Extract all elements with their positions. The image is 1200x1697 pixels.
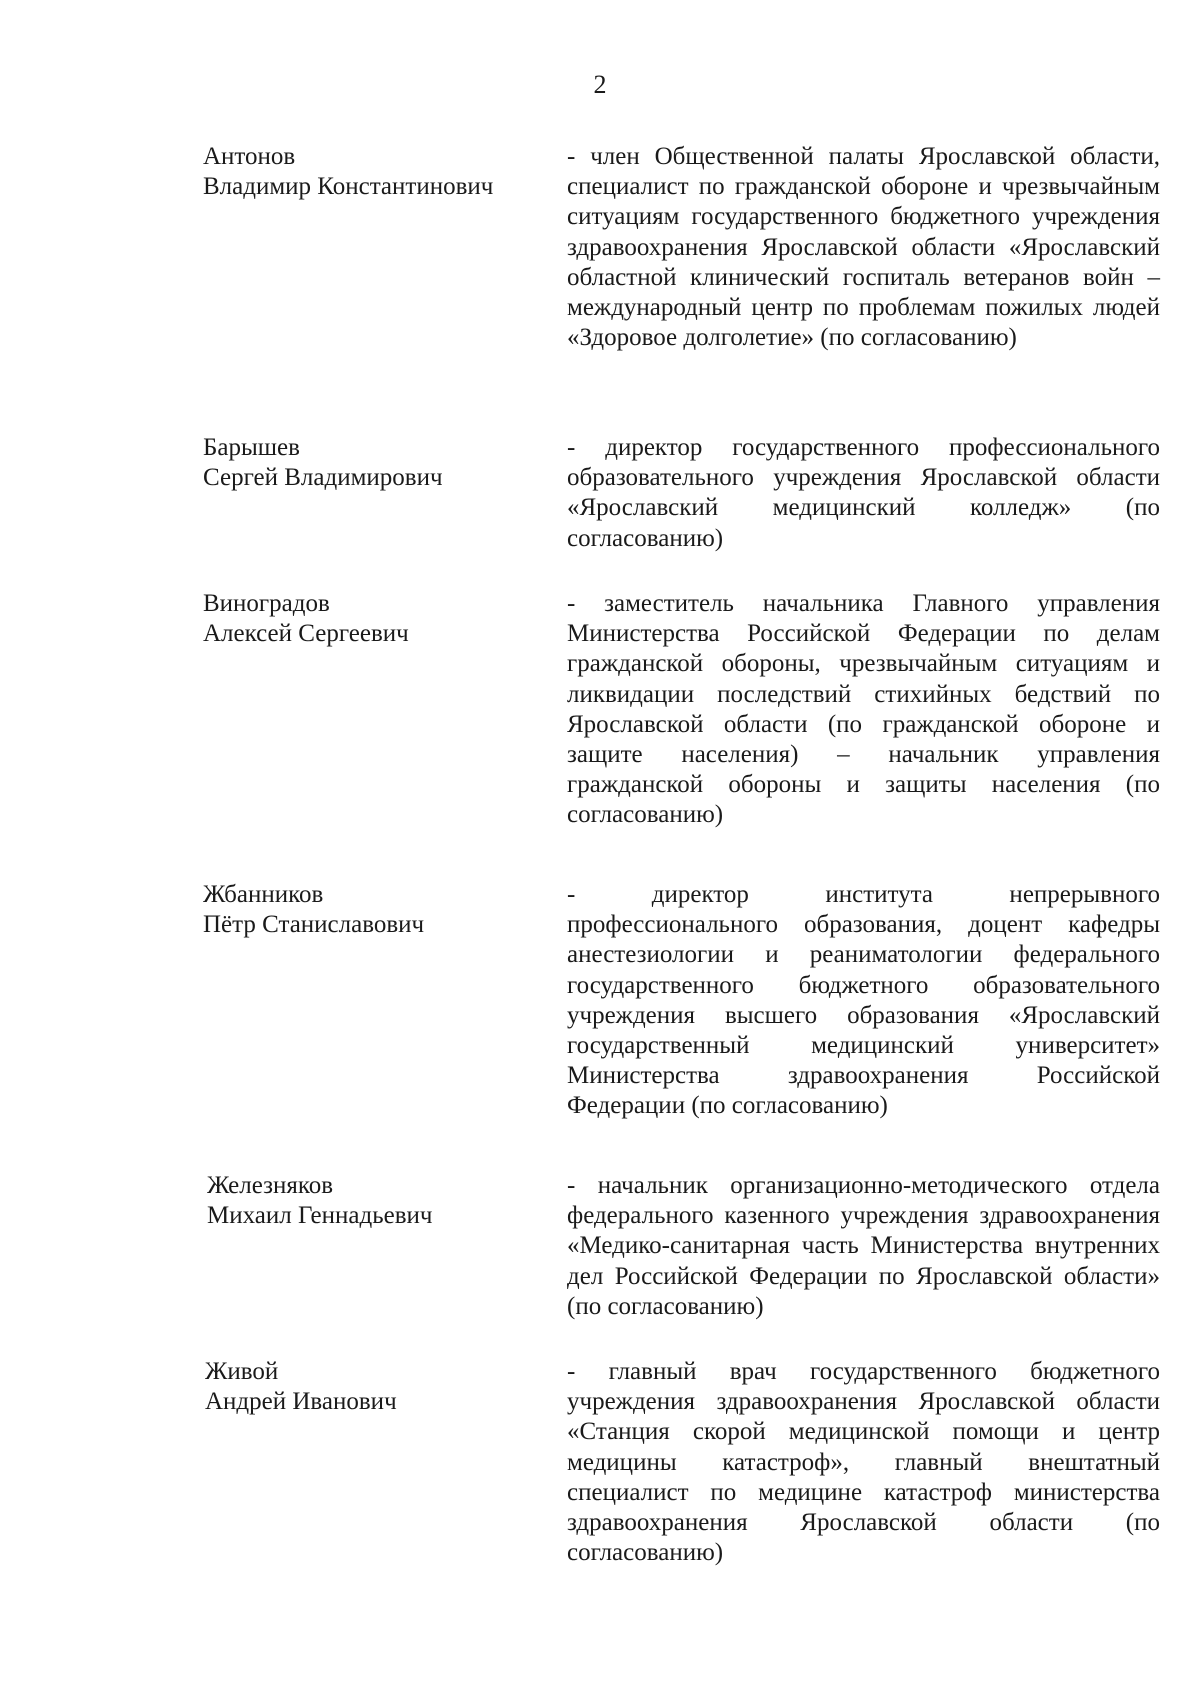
member-given-names: Сергей Владимирович: [203, 464, 443, 492]
member-given-names: Алексей Сергеевич: [203, 620, 409, 648]
member-role: - директор института непрерывного профессионального образования, доцент кафедры анестезиологии и реаниматологии федерального государственного бюджетного образовательного учреждения высшего образования «Ярославский государственный медицинский университет» Министерства здравоохранения Российской Федерации (по согласованию): [567, 881, 1160, 1120]
member-given-names: Михаил Геннадьевич: [207, 1202, 433, 1230]
member-role: - заместитель начальника Главного управления Министерства Российской Федерации по делам гражданской обороны, чрезвычайным ситуациям и ликвидации последствий стихийных бедствий по Ярославской области (по гражданской обороне и защите населения) – начальник управления гражданской обороны и защиты населения (по согласованию): [567, 590, 1160, 829]
member-name: [203, 880, 543, 940]
member-surname: Барышев: [203, 434, 300, 461]
member-given-names: Пётр Станиславович: [203, 911, 425, 939]
member-surname: Железняков: [207, 1172, 334, 1199]
member-name: [205, 1357, 545, 1417]
member-surname: Живой: [205, 1358, 279, 1385]
member-name: [203, 142, 543, 202]
member-given-names: Владимир Константинович: [203, 173, 494, 201]
member-surname: Виноградов: [203, 590, 330, 617]
member-name: [203, 433, 543, 493]
member-surname: Жбанников: [203, 881, 324, 908]
member-role: - директор государственного профессионального образовательного учреждения Ярославской области «Ярославский медицинский колледж» (по согласованию): [567, 434, 1160, 552]
page-number: 2: [593, 70, 607, 99]
member-role: - начальник организационно-методического отдела федерального казенного учреждения здравоохранения «Медико-санитарная часть Министерства внутренних дел Российской Федерации по Ярославской области» (по согласованию): [567, 1172, 1160, 1320]
member-name: [203, 589, 543, 649]
member-role: - главный врач государственного бюджетного учреждения здравоохранения Ярославской области «Станция скорой медицинской помощи и центр медицины катастроф», главный внештатный специалист по медицине катастроф министерства здравоохранения Ярославской области (по согласованию): [567, 1358, 1160, 1567]
member-role: - член Общественной палаты Ярославской области, специалист по гражданской обороне и чрезвычайным ситуациям государственного бюджетного учреждения здравоохранения Ярославской области «Ярославский областной клинический госпиталь ветеранов войн – международный центр по проблемам пожилых людей «Здоровое долголетие» (по согласованию): [567, 143, 1160, 352]
member-given-names: Андрей Иванович: [205, 1388, 397, 1416]
member-name: [207, 1171, 547, 1231]
member-surname: Антонов: [203, 143, 296, 170]
